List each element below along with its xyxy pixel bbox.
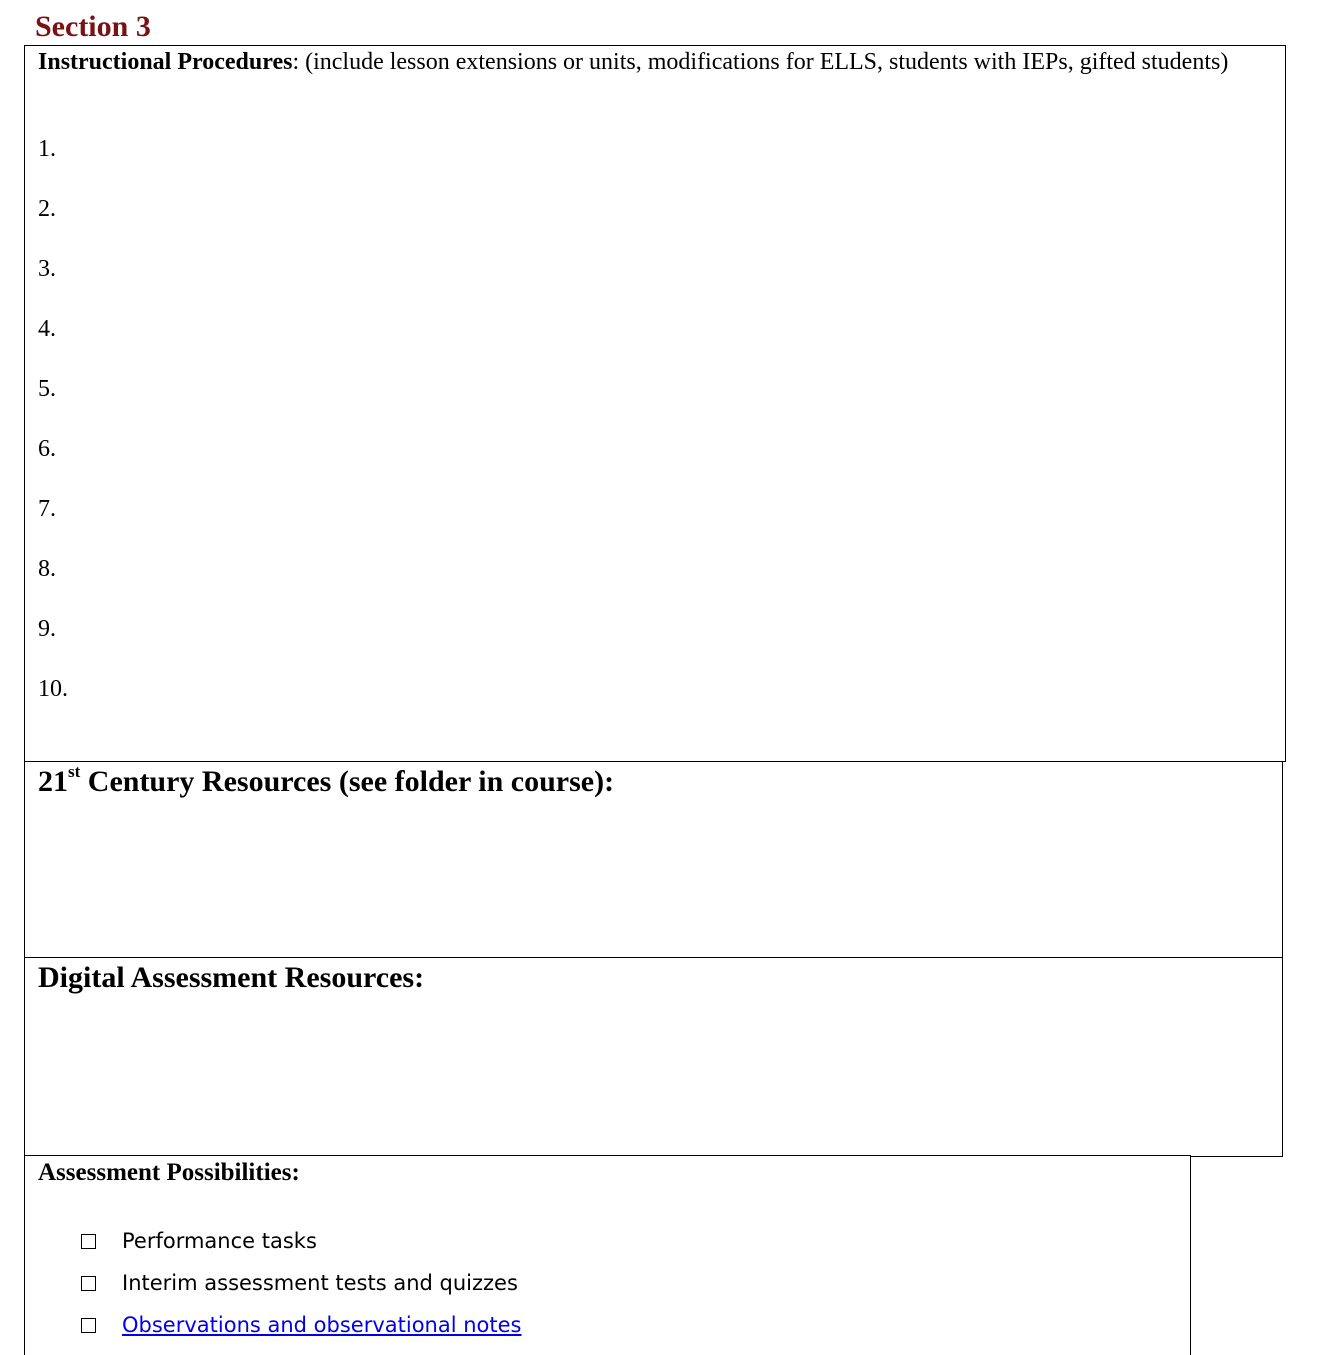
assessment-option-interim-tests[interactable] [81, 1268, 518, 1298]
assessment-possibilities-box [24, 1155, 1191, 1355]
procedure-step[interactable]: 8. [38, 556, 56, 582]
procedure-steps-list [38, 134, 68, 734]
procedure-step[interactable]: 10. [38, 676, 68, 702]
procedure-step[interactable]: 6. [38, 436, 56, 462]
assessment-possibilities-heading: Assessment Possibilities: [38, 1159, 300, 1186]
procedure-step[interactable]: 1. [38, 136, 56, 162]
digital-assessment-box[interactable] [24, 957, 1283, 1157]
century-number: 21 [38, 765, 68, 798]
observations-link[interactable]: Observations and observational notes [122, 1313, 522, 1337]
assessment-option-observations[interactable] [81, 1310, 522, 1340]
instructional-procedures-heading [38, 48, 1238, 77]
assessment-option-label: Performance tasks [122, 1229, 317, 1253]
instructional-procedures-label: Instructional Procedures [38, 49, 293, 75]
procedure-step[interactable]: 5. [38, 376, 56, 402]
section-title: Section 3 [35, 10, 151, 43]
century-resources-heading [38, 764, 614, 800]
assessment-option-label: Interim assessment tests and quizzes [122, 1271, 518, 1295]
century-superscript: st [68, 762, 81, 781]
procedure-step[interactable]: 9. [38, 616, 56, 642]
procedure-step[interactable]: 3. [38, 256, 56, 282]
procedure-step[interactable]: 7. [38, 496, 56, 522]
century-heading-rest: Century Resources (see folder in course): [80, 765, 615, 798]
checkbox-icon[interactable] [81, 1276, 96, 1291]
instructional-procedures-box[interactable] [24, 45, 1286, 762]
century-resources-box[interactable] [24, 761, 1283, 959]
checkbox-icon[interactable] [81, 1234, 96, 1249]
procedure-step[interactable]: 4. [38, 316, 56, 342]
checkbox-icon[interactable] [81, 1318, 96, 1333]
instructional-procedures-instructions: : (include lesson extensions or units, modifications for ELLS, students with IEPs, gifted students) [292, 49, 1229, 75]
procedure-step[interactable]: 2. [38, 196, 56, 222]
assessment-option-performance-tasks[interactable] [81, 1226, 317, 1256]
digital-assessment-heading: Digital Assessment Resources: [38, 961, 425, 994]
